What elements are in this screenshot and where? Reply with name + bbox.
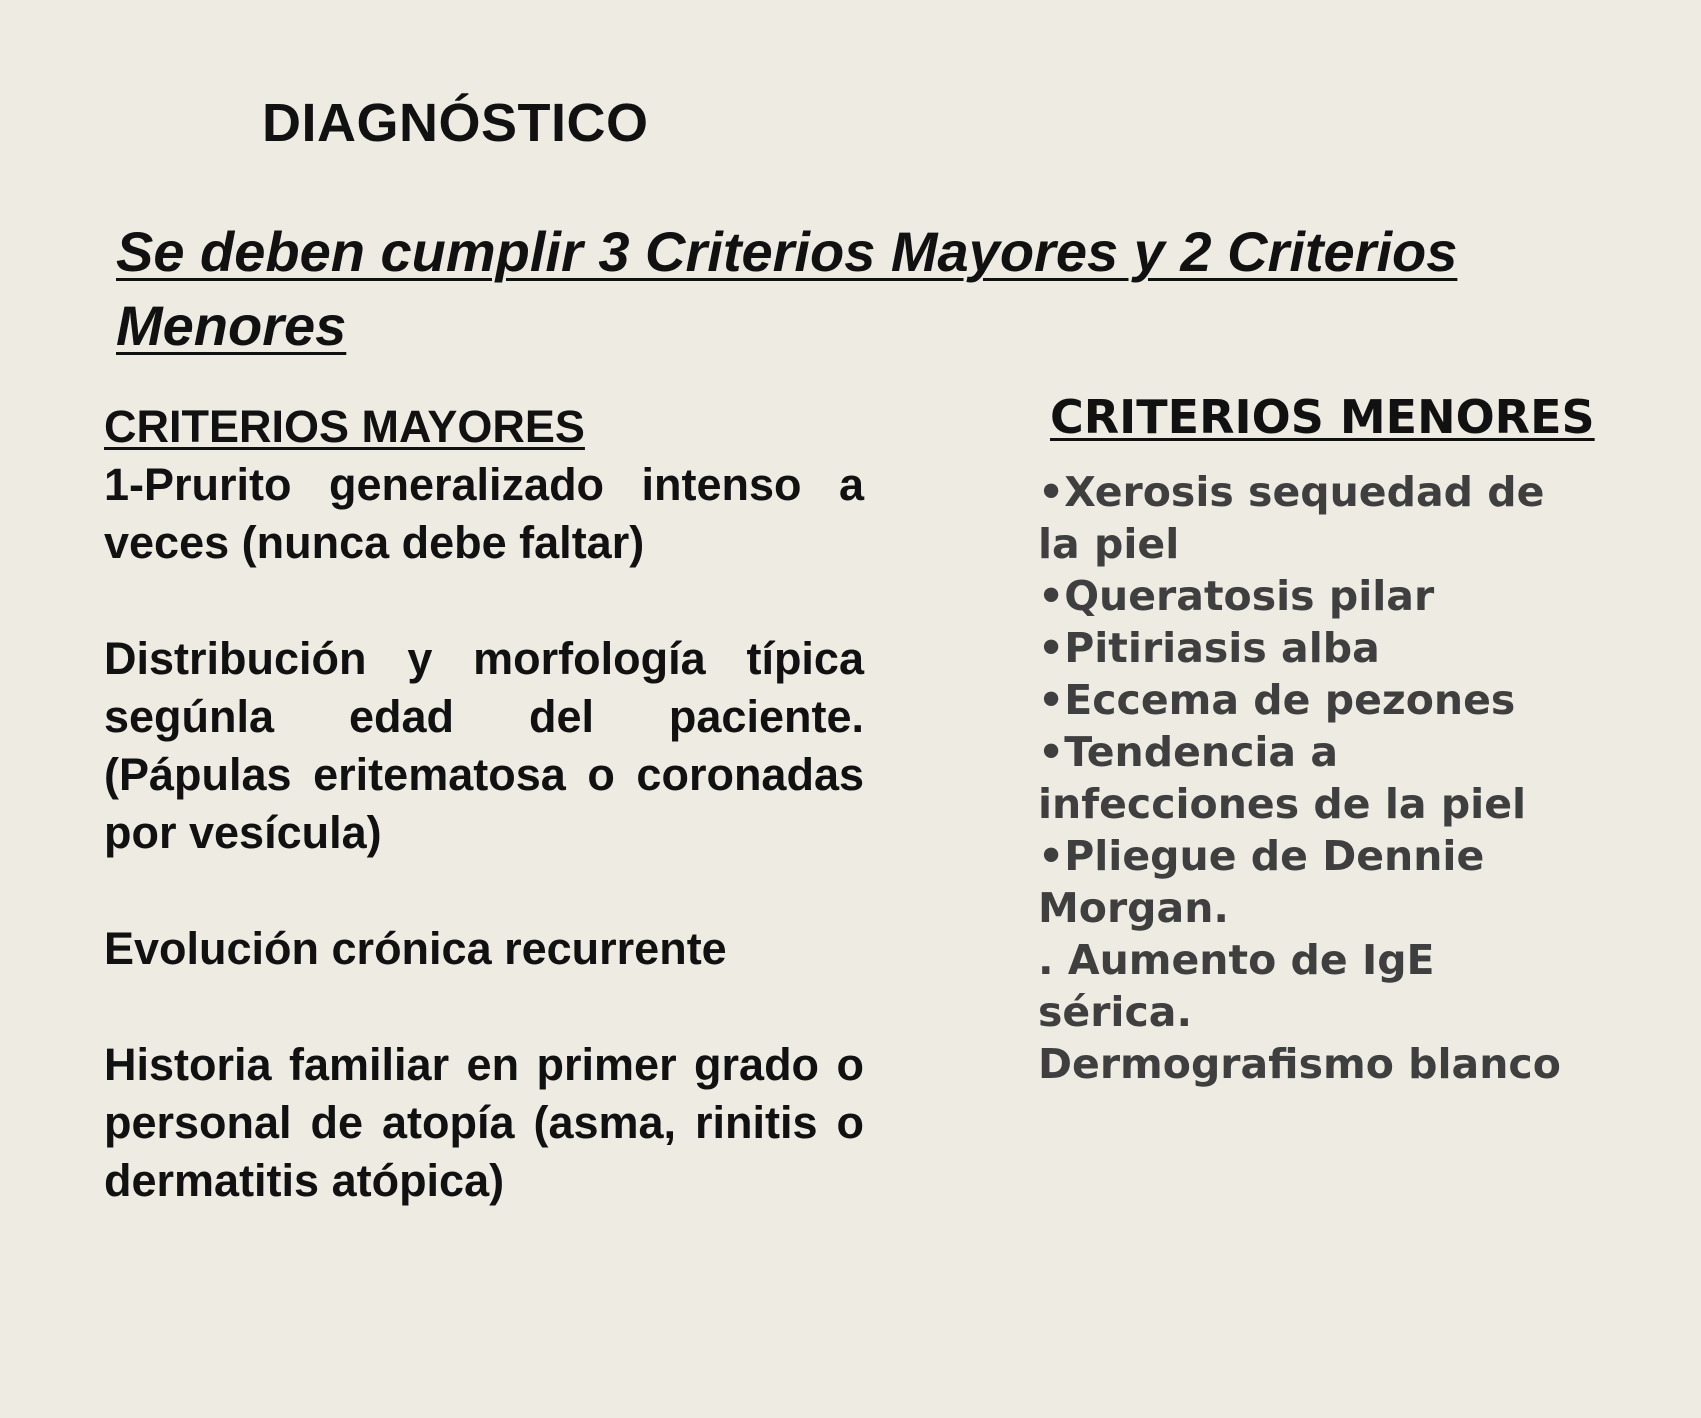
slide-title: DIAGNÓSTICO bbox=[262, 93, 649, 153]
major-criterion-3: Evolución crónica recurrente bbox=[104, 923, 727, 974]
minor-criterion-5: •Tendencia a infecciones de la piel bbox=[1038, 728, 1527, 828]
major-criteria-column bbox=[104, 398, 864, 1268]
minor-criteria-column bbox=[1038, 388, 1598, 1090]
minor-criterion-6: •Pliegue de Dennie Morgan. bbox=[1038, 832, 1485, 932]
major-criterion-2: Distribución y morfología típica segúnla edad del paciente.(Pápulas eritematosa o coronadas por vesícula) bbox=[104, 633, 864, 858]
minor-criteria-heading: CRITERIOS MENORES bbox=[1050, 390, 1595, 444]
minor-criterion-7: . Aumento de IgE sérica. bbox=[1038, 936, 1435, 1036]
minor-criterion-4: •Eccema de pezones bbox=[1038, 676, 1516, 724]
major-criteria-heading: CRITERIOS MAYORES bbox=[104, 401, 585, 452]
minor-criterion-1: •Xerosis sequedad de la piel bbox=[1038, 468, 1545, 568]
minor-criterion-2: •Queratosis pilar bbox=[1038, 572, 1435, 620]
criteria-requirement-subtitle: Se deben cumplir 3 Criterios Mayores y 2 Criterios Menores bbox=[116, 220, 1458, 357]
minor-criterion-8: Dermografismo blanco bbox=[1038, 1040, 1561, 1088]
major-criterion-4: Historia familiar en primer grado o personal de atopía (asma, rinitis o dermatitis atópica) bbox=[104, 1039, 864, 1206]
major-criterion-1: 1-Prurito generalizado intenso a veces (nunca debe faltar) bbox=[104, 459, 864, 568]
minor-criterion-3: •Pitiriasis alba bbox=[1038, 624, 1380, 672]
